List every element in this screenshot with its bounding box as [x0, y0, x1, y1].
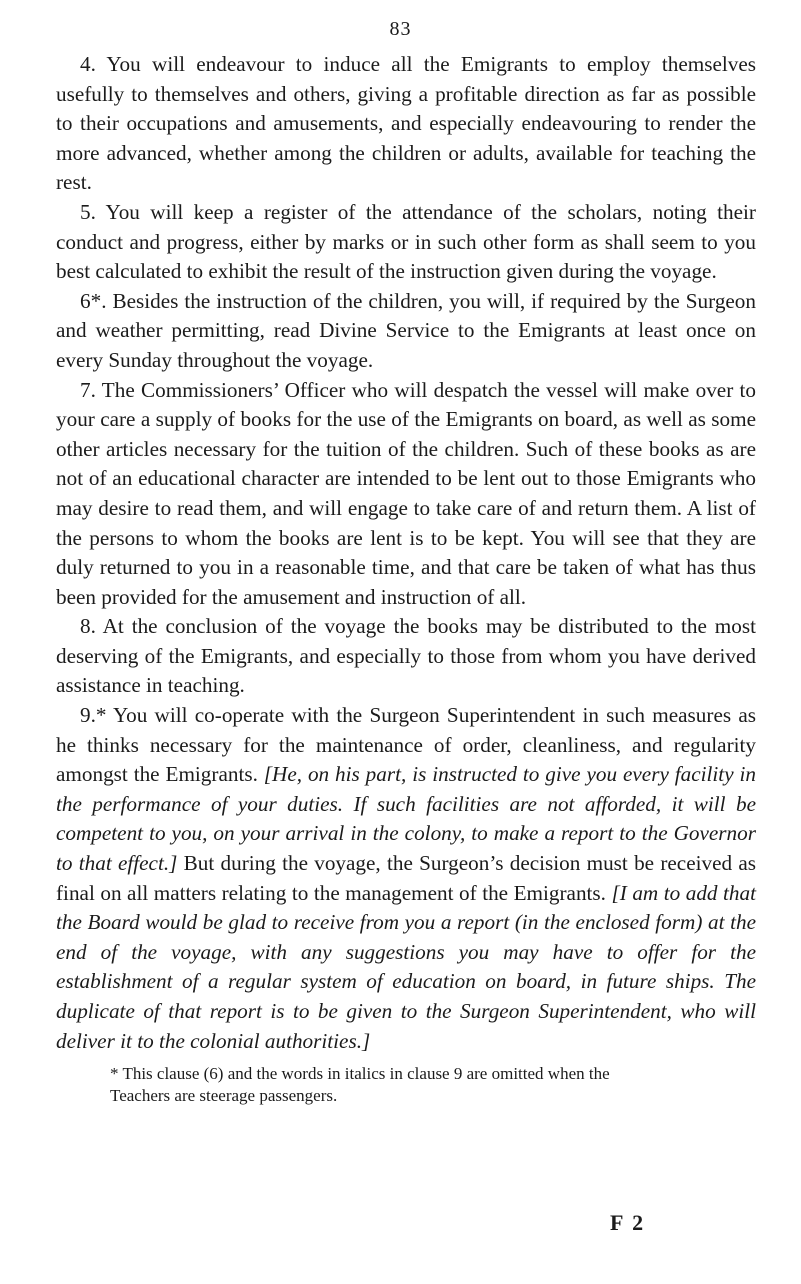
footnote-line: Teachers are steerage passengers. [110, 1086, 338, 1105]
paragraph-text: But during the voyage, the Surgeon’s decision must be received as final on all matters relating to the management of the Emigrants. [56, 851, 756, 905]
paragraph-text: 8. At the conclusion of the voyage the books may be distributed to the most deserving of the Emigrants, and especially to those from whom you have derived assistance in teaching. [56, 614, 756, 698]
paragraph [56, 376, 756, 613]
paragraph-text: 7. The Commissioners’ Officer who will despatch the vessel will make over to your care a supply of books for the use of the Emigrants on board, as well as some other articles necessary for the tuition of the children. Such of these books as are not of an educational character are intended to be lent out to those Emigrants who may desire to read them, and will engage to take care of and return them. A list of the persons to whom the books are lent is to be kept. You will see that they are duly returned to you in a reasonable time, and that care be taken of what has thus been provided for the amusement and instruction of all. [56, 377, 756, 609]
paragraph-text: 4. You will endeavour to induce all the Emigrants to employ themselves usefully to themselves and others, giving a profitable direction as far as possible to their occupations and amusements, and especially endeavouring to render the more advanced, whether among the children or adults, available for teaching the rest. [56, 52, 756, 195]
paragraph [56, 612, 756, 701]
paragraph [56, 50, 756, 198]
instructions-body [56, 50, 756, 1056]
paragraph-text: 9.* You will co-operate with the Surgeon Superintendent in such measures as he thinks necessary for the maintenance of order, cleanliness, and regularity amongst the Emigrants. [56, 703, 756, 787]
italic-text: [I am to add that the Board would be glad to receive from you a report (in the enclosed form) at the end of the voyage, with any suggestions you may have to offer for the establishment of a regular system of education on board, in future ships. The duplicate of that report is to be given to the Surgeon Superintendent, who will deliver it to the colonial authorities.] [56, 880, 756, 1053]
paragraph [56, 287, 756, 376]
italic-text: [He, on his part, is instructed to give you every facility in the performance of your duties. If such facilities are not afforded, it will be competent to you, on your arrival in the colony, to make a report to the Governor to that effect.] [56, 762, 756, 876]
signature-mark: F 2 [610, 1210, 646, 1235]
paragraph-text: 5. You will keep a register of the attendance of the scholars, noting their conduct and progress, either by marks or in such other form as shall seem to you best calculated to exhibit the result of the instruction given during the voyage. [56, 199, 756, 284]
paragraph [56, 198, 756, 287]
footnote [110, 1063, 710, 1107]
footnote-line: * This clause (6) and the words in italics in clause 9 are omitted when the [110, 1064, 610, 1083]
paragraph [56, 701, 756, 1056]
paragraph-text: 6*. Besides the instruction of the children, you will, if required by the Surgeon and weather permitting, read Divine Service to the Emigrants at least once on every Sunday throughout the voyage. [56, 288, 756, 372]
page-number: 83 [389, 18, 412, 40]
